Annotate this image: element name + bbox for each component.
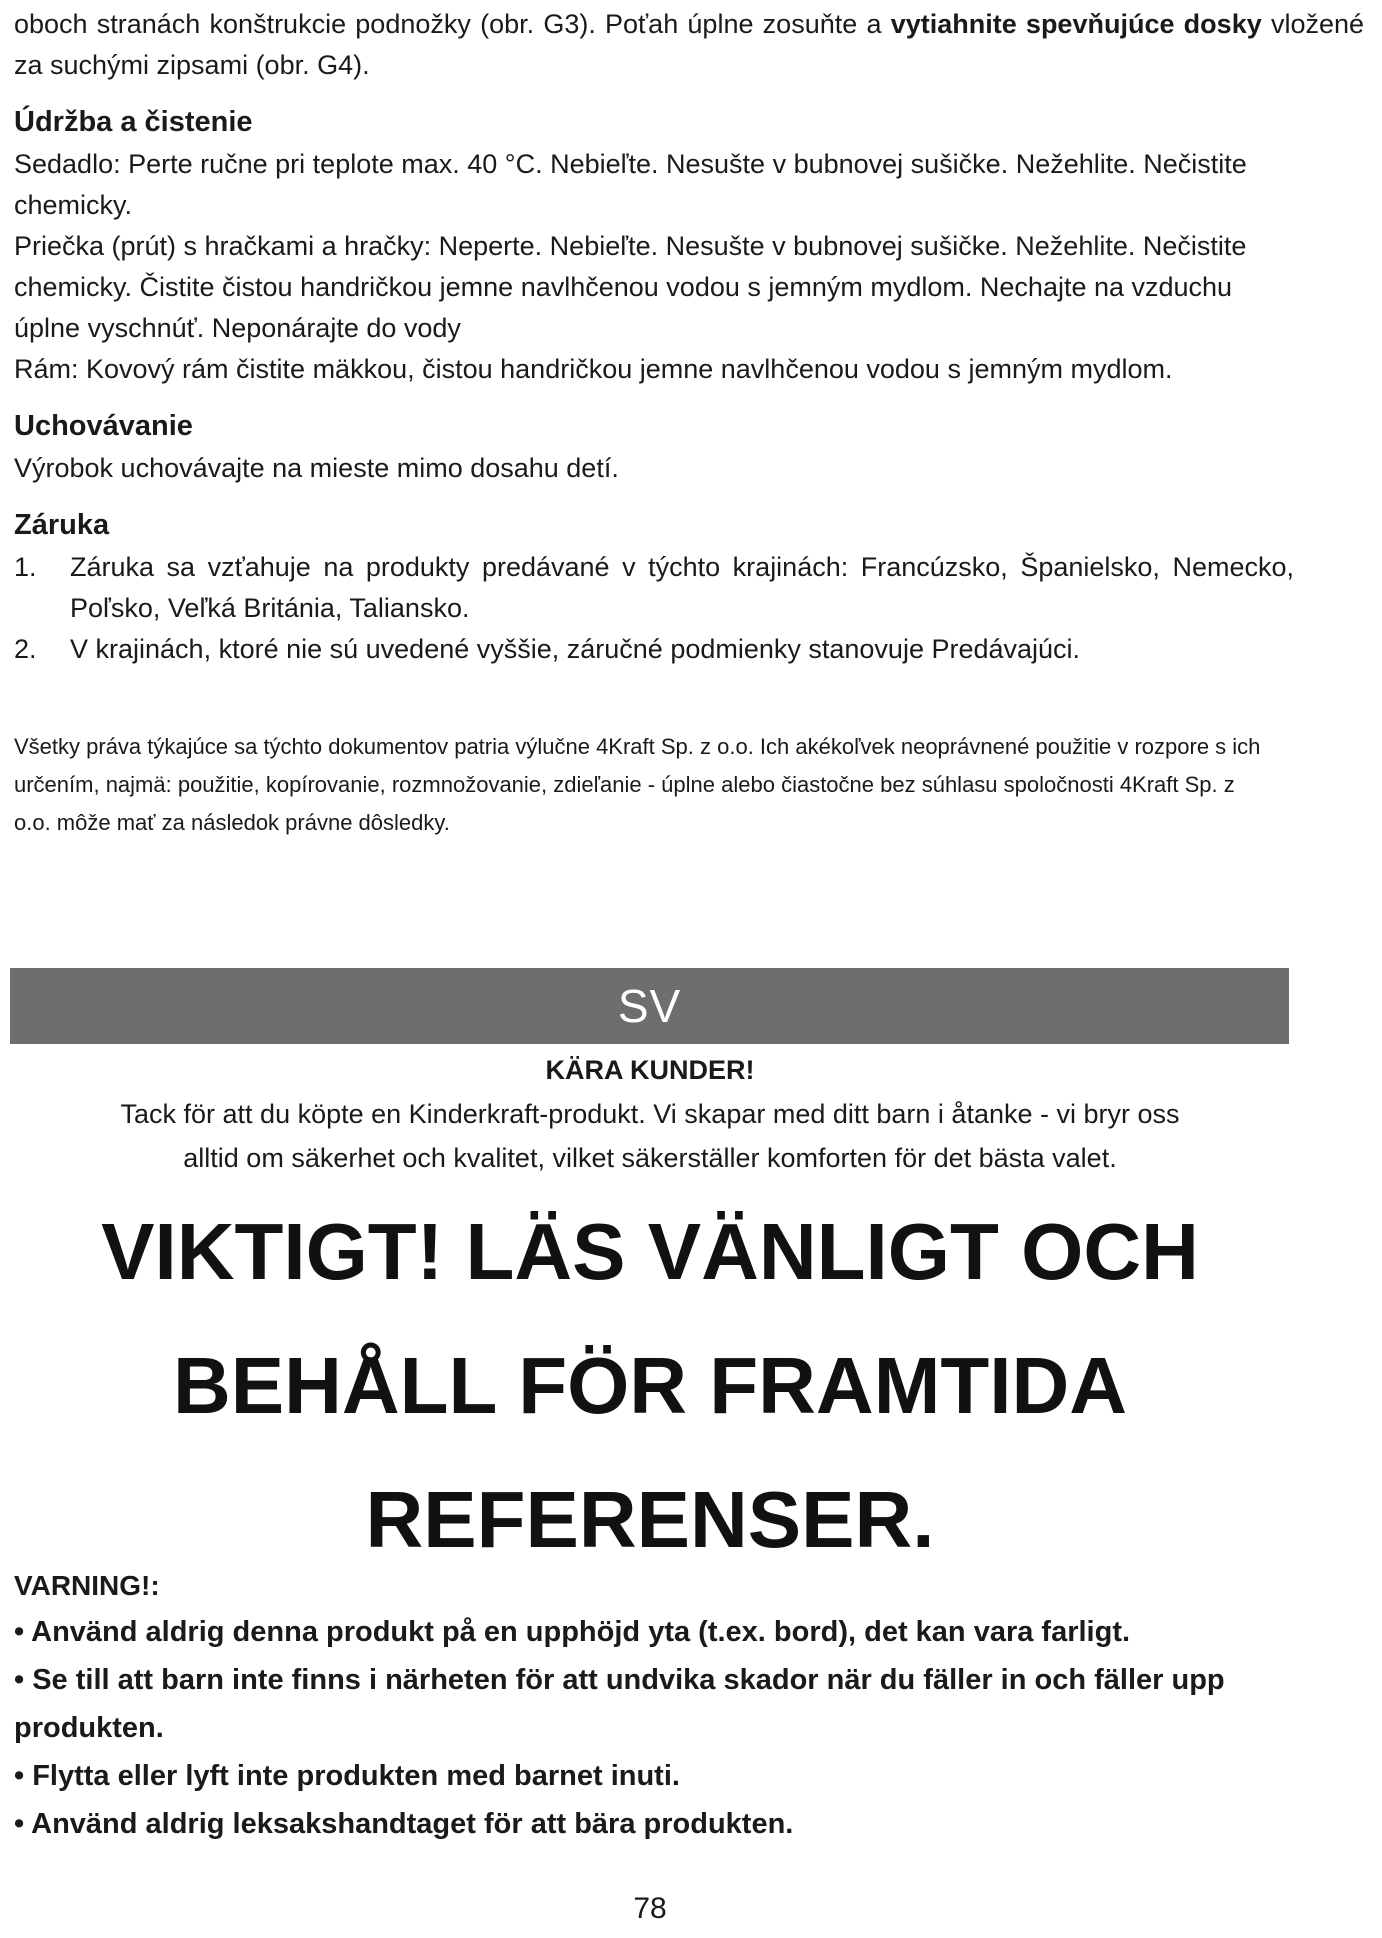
warranty-item-number: 1. — [14, 552, 37, 582]
warning-bullet: • Flytta eller lyft inte produkten med barnet inuti. — [14, 1760, 680, 1792]
storage-heading: Uchovávanie — [14, 410, 193, 442]
thanks-line: alltid om säkerhet och kvalitet, vilket säkerställer komforten för det bästa valet. — [183, 1143, 1117, 1173]
maintenance-bar: Priečka (prút) s hračkami a hračky: Neperte. Nebieľte. Nesušte v bubnovej sušičke. Nežehlite. Nečistite chemicky. Čistite čistou handričkou jemne navlhčenou vodou s jemným mydlom. Nechajte na vzduchu úplne vyschnúť. Neponárajte do vody — [14, 231, 1247, 343]
maintenance-frame: Rám: Kovový rám čistite mäkkou, čistou handričkou jemne navlhčenou vodou s jemným mydlom. — [14, 354, 1173, 384]
warranty-item — [14, 629, 1379, 670]
warning-bullet: • Se till att barn inte finns i närheten för att undvika skador när du fäller in och fäller upp produkten. — [14, 1664, 1225, 1744]
document-page — [14, 0, 1379, 842]
page-number: 78 — [633, 1892, 667, 1925]
important-headline — [0, 1185, 1300, 1587]
language-section-bar — [10, 968, 1289, 1044]
warranty-heading: Záruka — [14, 509, 110, 541]
headline-line: VIKTIGT! LÄS VÄNLIGT OCH — [101, 1207, 1199, 1296]
maintenance-heading: Údržba a čistenie — [14, 106, 253, 138]
storage-text: Výrobok uchovávajte na mieste mimo dosahu detí. — [14, 453, 619, 483]
warranty-item-number: 2. — [14, 634, 37, 664]
warning-heading: VARNING!: — [14, 1570, 160, 1601]
warning-bullet: • Använd aldrig leksakshandtaget för att bära produkten. — [14, 1808, 794, 1840]
warning-section — [14, 1564, 1314, 1848]
thanks-line: Tack för att du köpte en Kinderkraft-produkt. Vi skapar med ditt barn i åtanke - vi bryr oss — [120, 1099, 1180, 1129]
maintenance-section — [14, 100, 1379, 390]
maintenance-seat: Sedadlo: Perte ručne pri teplote max. 40 °C. Nebieľte. Nesušte v bubnovej sušičke. Nežehlite. Nečistite chemicky. — [14, 149, 1247, 220]
intro-text-bold: vytiahnite spevňujúce dosky — [890, 9, 1262, 39]
greeting: KÄRA KUNDER! — [545, 1055, 755, 1085]
warranty-item-text: V krajinách, ktoré nie sú uvedené vyššie, záručné podmienky stanovuje Predávajúci. — [70, 634, 1081, 664]
headline-line: BEHÅLL FÖR FRAMTIDA — [173, 1341, 1127, 1430]
storage-section — [14, 404, 1379, 489]
legal-notice: Všetky práva týkajúce sa týchto dokumentov patria výlučne 4Kraft Sp. z o.o. Ich akékoľvek neoprávnené použitie v rozpore s ich určením, najmä: použitie, kopírovanie, rozmnožovanie, zdieľanie - úplne alebo čiastočne bez súhlasu spoločnosti 4Kraft Sp. z o.o. môže mať za následok právne dôsledky. — [14, 734, 1261, 835]
warranty-item-text: Záruka sa vzťahuje na produkty predávané v týchto krajinách: Francúzsko, Španielsko, Nemecko, Poľsko, Veľká Británia, Taliansko. — [70, 552, 1294, 623]
thanks-paragraph — [0, 1092, 1300, 1180]
intro-text-a: oboch stranách konštrukcie podnožky (obr. G3). Poťah úplne zosuňte a — [14, 9, 891, 39]
language-code: SV — [617, 980, 682, 1032]
intro-paragraph — [14, 4, 1364, 86]
warranty-section — [14, 503, 1379, 670]
headline-line: REFERENSER. — [365, 1475, 935, 1564]
warning-bullet: • Använd aldrig denna produkt på en upphöjd yta (t.ex. bord), det kan vara farligt. — [14, 1616, 1131, 1648]
warranty-item — [14, 547, 1379, 629]
intro-text-b: vložené za suchými zipsami (obr. G4). — [14, 9, 1365, 80]
